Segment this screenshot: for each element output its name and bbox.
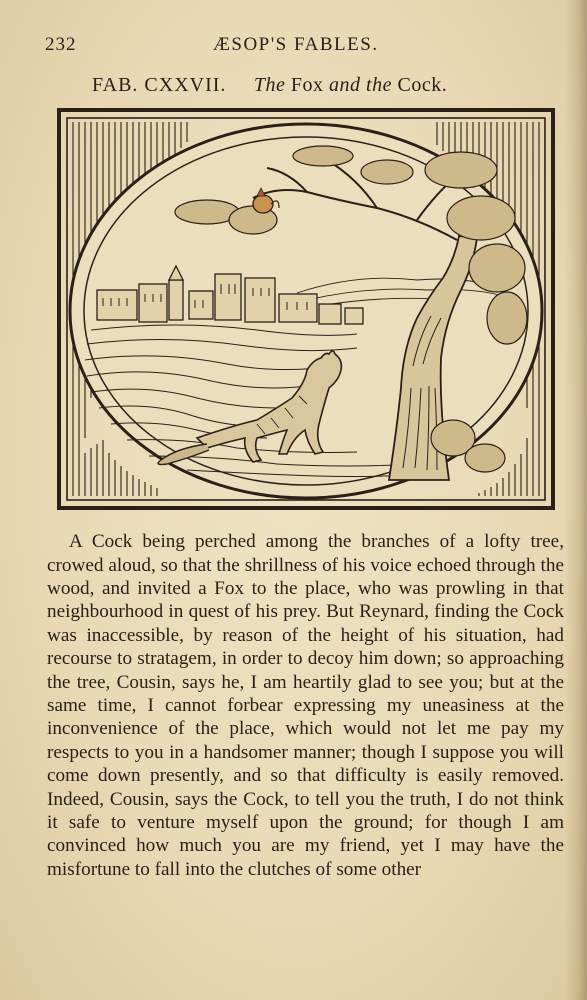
fable-title-the: The [253,74,286,96]
fable-body-text: A Cock being perched among the branches of a lofty tree, crowed aloud, so that the shrillness of his voice echoed through the wood, and invited a Fox to the place, who was prowling in that neighbourhood in quest of his prey. But Reynard, finding the Cock was inaccessible, by reason of the height of his situation, had recourse to stratagem, in order to decoy him down; so approaching the tree, Cousin, says he, I am heartily glad to see you; but at the same time, I cannot forbear expressing my uneasiness at the inconvenience of the place, which would not let me pay my respects to you in a handsomer manner; though I suppose you will come down presently, and so that difficulty is easily removed. Indeed, Cousin, says the Cock, to tell you the truth, I do not think it safe to venture myself upon the ground; for though I am convinced how much you are my friend, yet I may have the misfortune to fall into the clutches of some other [47,531,564,880]
fable-number: FAB. CXXVII. [92,74,227,96]
running-head [0,34,587,58]
page-number: 232 [45,34,77,55]
page-edge-shadow [565,0,587,1000]
fable-title-cock: Cock. [397,74,448,96]
woodcut-illustration [57,108,555,510]
book-title: ÆSOP'S FABLES. [213,34,379,55]
fable-heading [92,74,532,97]
fable-title-and-the: and the [329,74,392,96]
fable-title-fox: Fox [290,74,324,96]
